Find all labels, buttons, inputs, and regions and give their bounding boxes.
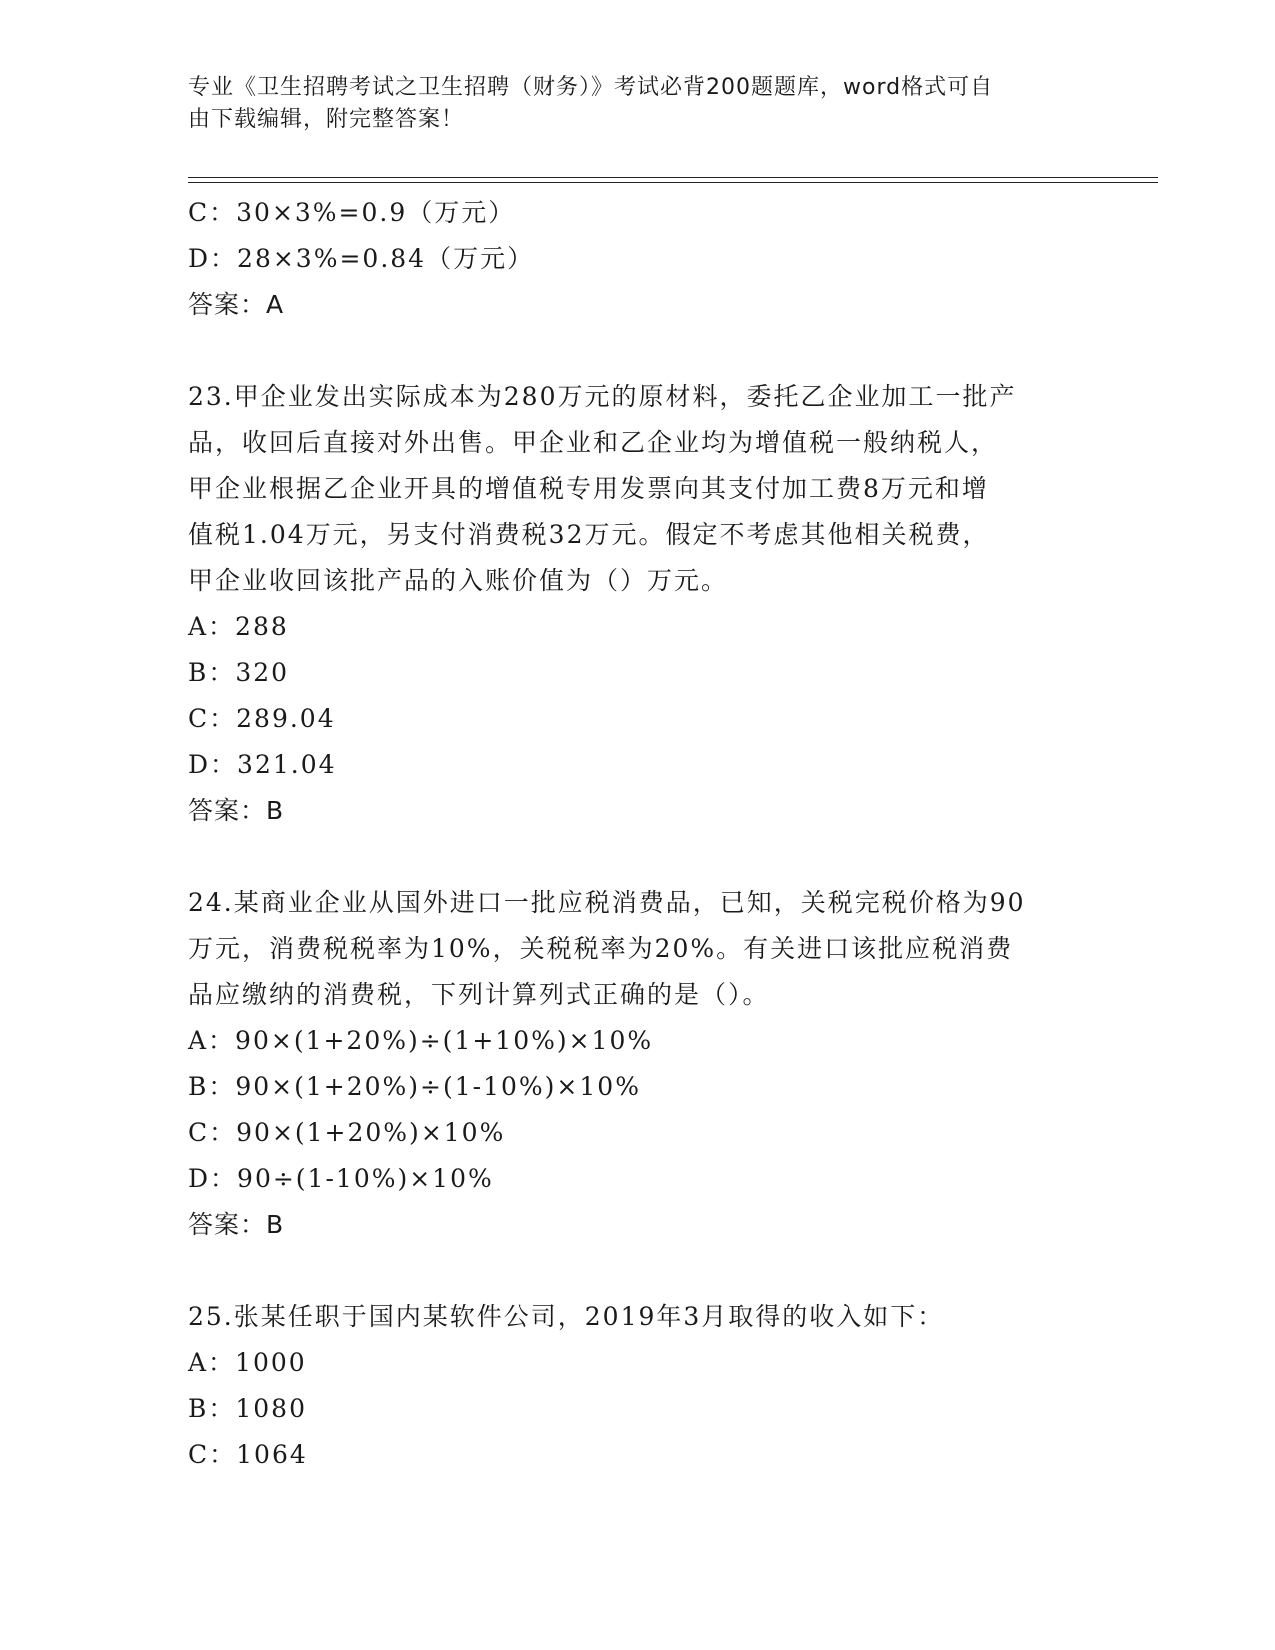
option-b: B：320 <box>188 658 290 687</box>
answer-line: 答案：B <box>188 1210 285 1239</box>
document-header <box>188 72 1068 136</box>
question-spacer <box>188 328 1088 374</box>
option-d: D：28×3%=0.84（万元） <box>188 244 535 273</box>
stem-line: 甲企业收回该批产品的入账价值为（）万元。 <box>188 566 729 595</box>
option-d: D：321.04 <box>188 750 337 779</box>
stem-line: 23.甲企业发出实际成本为280万元的原材料，委托乙企业加工一批产 <box>188 382 1017 411</box>
stem-line: 万元，消费税税率为10%，关税税率为20%。有关进口该批应税消费 <box>188 934 1014 963</box>
option-b: B：90×(1+20%)÷(1-10%)×10% <box>188 1072 641 1101</box>
option-a: A：90×(1+20%)÷(1+10%)×10% <box>188 1026 654 1055</box>
question-25 <box>188 1294 1088 1478</box>
question-22-tail <box>188 190 1088 328</box>
stem-line: 品，收回后直接对外出售。甲企业和乙企业均为增值税一般纳税人， <box>188 428 999 457</box>
option-c: C：1064 <box>188 1440 308 1469</box>
question-23 <box>188 374 1088 834</box>
answer-line: 答案：B <box>188 796 285 825</box>
question-24 <box>188 880 1088 1248</box>
header-line-2: 由下载编辑，附完整答案！ <box>188 107 465 132</box>
question-stem <box>188 1294 1088 1340</box>
question-spacer <box>188 1248 1088 1294</box>
stem-line: 25.张某任职于国内某软件公司，2019年3月取得的收入如下： <box>188 1302 945 1331</box>
option-d: D：90÷(1-10%)×10% <box>188 1164 494 1193</box>
header-divider-bottom <box>188 182 1158 183</box>
option-c: C：289.04 <box>188 704 336 733</box>
question-spacer <box>188 834 1088 880</box>
question-stem <box>188 374 1088 604</box>
header-divider-top <box>188 177 1158 178</box>
option-c: C：90×(1+20%)×10% <box>188 1118 506 1147</box>
stem-line: 甲企业根据乙企业开具的增值税专用发票向其支付加工费8万元和增 <box>188 474 989 503</box>
option-b: B：1080 <box>188 1394 307 1423</box>
question-stem <box>188 880 1088 1018</box>
document-body <box>188 190 1088 1478</box>
stem-line: 值税1.04万元，另支付消费税32万元。假定不考虑其他相关税费， <box>188 520 990 549</box>
header-line-1: 专业《卫生招聘考试之卫生招聘（财务）》考试必背200题题库，word格式可自 <box>188 75 994 100</box>
option-a: A：288 <box>188 612 289 641</box>
stem-line: 24.某商业企业从国外进口一批应税消费品，已知，关税完税价格为90 <box>188 888 1026 917</box>
answer-line: 答案：A <box>188 290 285 319</box>
option-a: A：1000 <box>188 1348 307 1377</box>
stem-line: 品应缴纳的消费税，下列计算列式正确的是（）。 <box>188 980 770 1009</box>
option-c: C：30×3%=0.9（万元） <box>188 198 516 227</box>
